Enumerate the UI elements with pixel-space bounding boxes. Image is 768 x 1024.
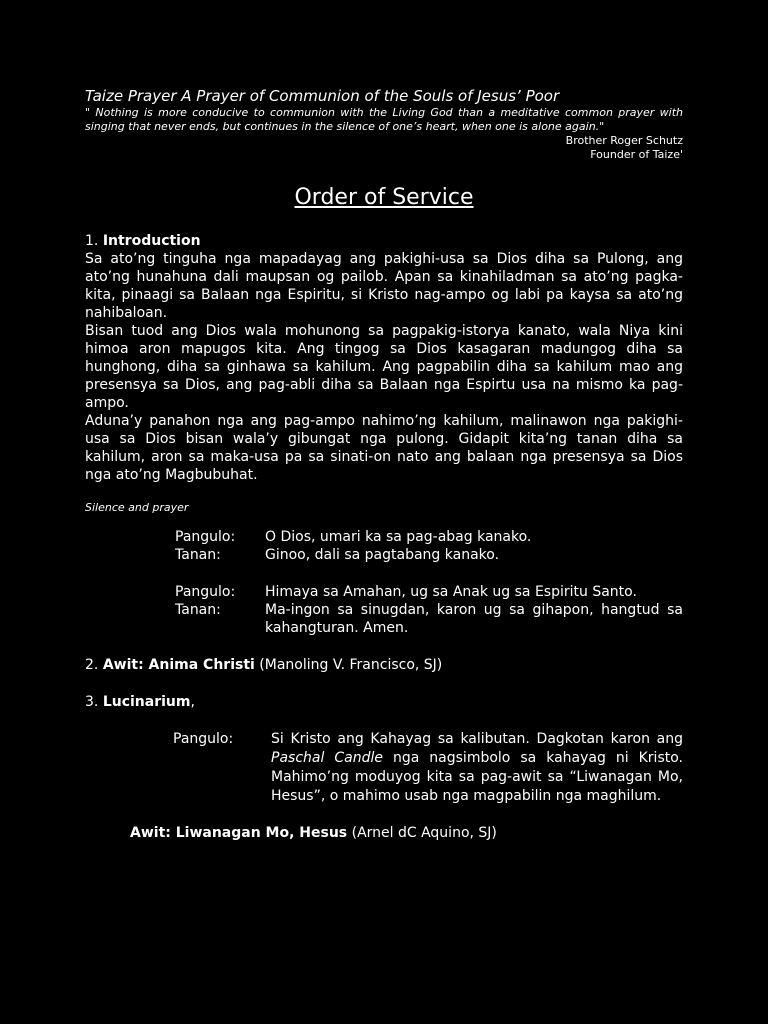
lucin-text-2: nga nagsimbolo sa kahayag ni Kristo. Mahimo’ng moduyog kita sa pag-awit sa “Liwanagan Mo, Hesus”, o mahimo usab nga magpabilin nga maghilum. — [271, 750, 684, 804]
section-3-heading — [85, 693, 683, 711]
awit-credit: (Arnel dC Aquino, SJ) — [347, 825, 497, 841]
dialog-line: Himaya sa Amahan, ug sa Anak ug sa Espiritu Santo. — [265, 584, 637, 600]
dialog-role: Tanan: — [175, 547, 221, 563]
dialog-row — [175, 601, 683, 637]
dialog-role: Pangulo: — [173, 731, 234, 747]
dialog-row — [175, 546, 683, 564]
dialog-line: Ginoo, dali sa pagtabang kanako. — [265, 547, 500, 563]
dialog-row — [175, 528, 683, 546]
section-1-heading — [85, 232, 683, 250]
section-title: Introduction — [102, 233, 201, 249]
intro-paragraph-3: Aduna’y panahon nga ang pag-ampo nahimo’ng kahilum, malinawon nga pakighi-usa sa Dios bisan wala’y gibungat nga pulong. Gidapit kita’ng tanan diha sa kahilum, aron sa maka-usa pa sa sinati-on nato ang balaan nga presensya sa Dios nga ato’ng Magbubuhat. — [85, 413, 683, 483]
section-title: Awit: Anima Christi — [102, 657, 255, 673]
dialog-role: Pangulo: — [175, 529, 236, 545]
silence-note: Silence and prayer — [85, 501, 189, 514]
dialog-role: Pangulo: — [175, 584, 236, 600]
section-credit: (Manoling V. Francisco, SJ) — [254, 657, 443, 673]
section-number: 1. — [85, 233, 103, 249]
awit-title: Awit: Liwanagan Mo, Hesus — [130, 825, 348, 841]
page-title: Order of Service — [294, 185, 474, 210]
header-quote: " Nothing is more conducive to communion with the Living God than a meditative common prayer with singing that never ends, but continues in the silence of one’s heart, when one is alone again." — [85, 106, 683, 133]
dialog-block-1 — [175, 528, 683, 564]
dialog-row — [175, 583, 683, 601]
section-number: 2. — [85, 657, 103, 673]
section-punctuation: , — [190, 694, 195, 710]
section-number: 3. — [85, 694, 103, 710]
attribution-role: Founder of Taize' — [590, 148, 683, 161]
attribution-name: Brother Roger Schutz — [565, 134, 683, 147]
section-title: Lucinarium — [102, 694, 191, 710]
dialog-role: Tanan: — [175, 602, 221, 618]
dialog-row — [173, 730, 683, 806]
intro-paragraph-1: Sa ato’ng tinguha nga mapadayag ang pakighi-usa sa Dios diha sa Pulong, ang ato’ng hunahuna dali maupsan og pailob. Apan sa kinahiladman sa ato’ng pagka-kita, pinaagi sa Balaan nga Espiritu, si Kristo nag-ampo og labi pa kaysa sa ato’ng nahibaloan. — [85, 251, 683, 321]
document-page — [85, 86, 683, 842]
dialog-block-2 — [175, 583, 683, 637]
dialog-line — [271, 730, 683, 806]
header-title: Taize Prayer A Prayer of Communion of the Souls of Jesus’ Poor — [85, 87, 560, 105]
awit-heading — [130, 824, 683, 842]
dialog-line: Ma-ingon sa sinugdan, karon ug sa gihapon, hangtud sa kahangturan. Amen. — [265, 602, 683, 636]
dialog-line: O Dios, umari ka sa pag-abag kanako. — [265, 529, 532, 545]
lucin-text-emphasis: Paschal Candle — [271, 750, 383, 766]
lucin-text-1: Si Kristo ang Kahayag sa kalibutan. Dagkotan karon ang — [271, 731, 683, 747]
intro-paragraph-2: Bisan tuod ang Dios wala mohunong sa pagpakig-istorya kanato, wala Niya kini himoa aron mapugos kita. Ang tingog sa Dios kasagaran madungog diha sa hunghong, diha sa ginhawa sa kahilum. Ang pagpabilin diha sa kahilum mao ang presensya sa Dios, ang pag-abli diha sa Balaan nga Espirtu usa na mismo ka pag-ampo. — [85, 323, 683, 411]
section-2-heading — [85, 656, 683, 674]
lucinarium-block — [173, 730, 683, 806]
